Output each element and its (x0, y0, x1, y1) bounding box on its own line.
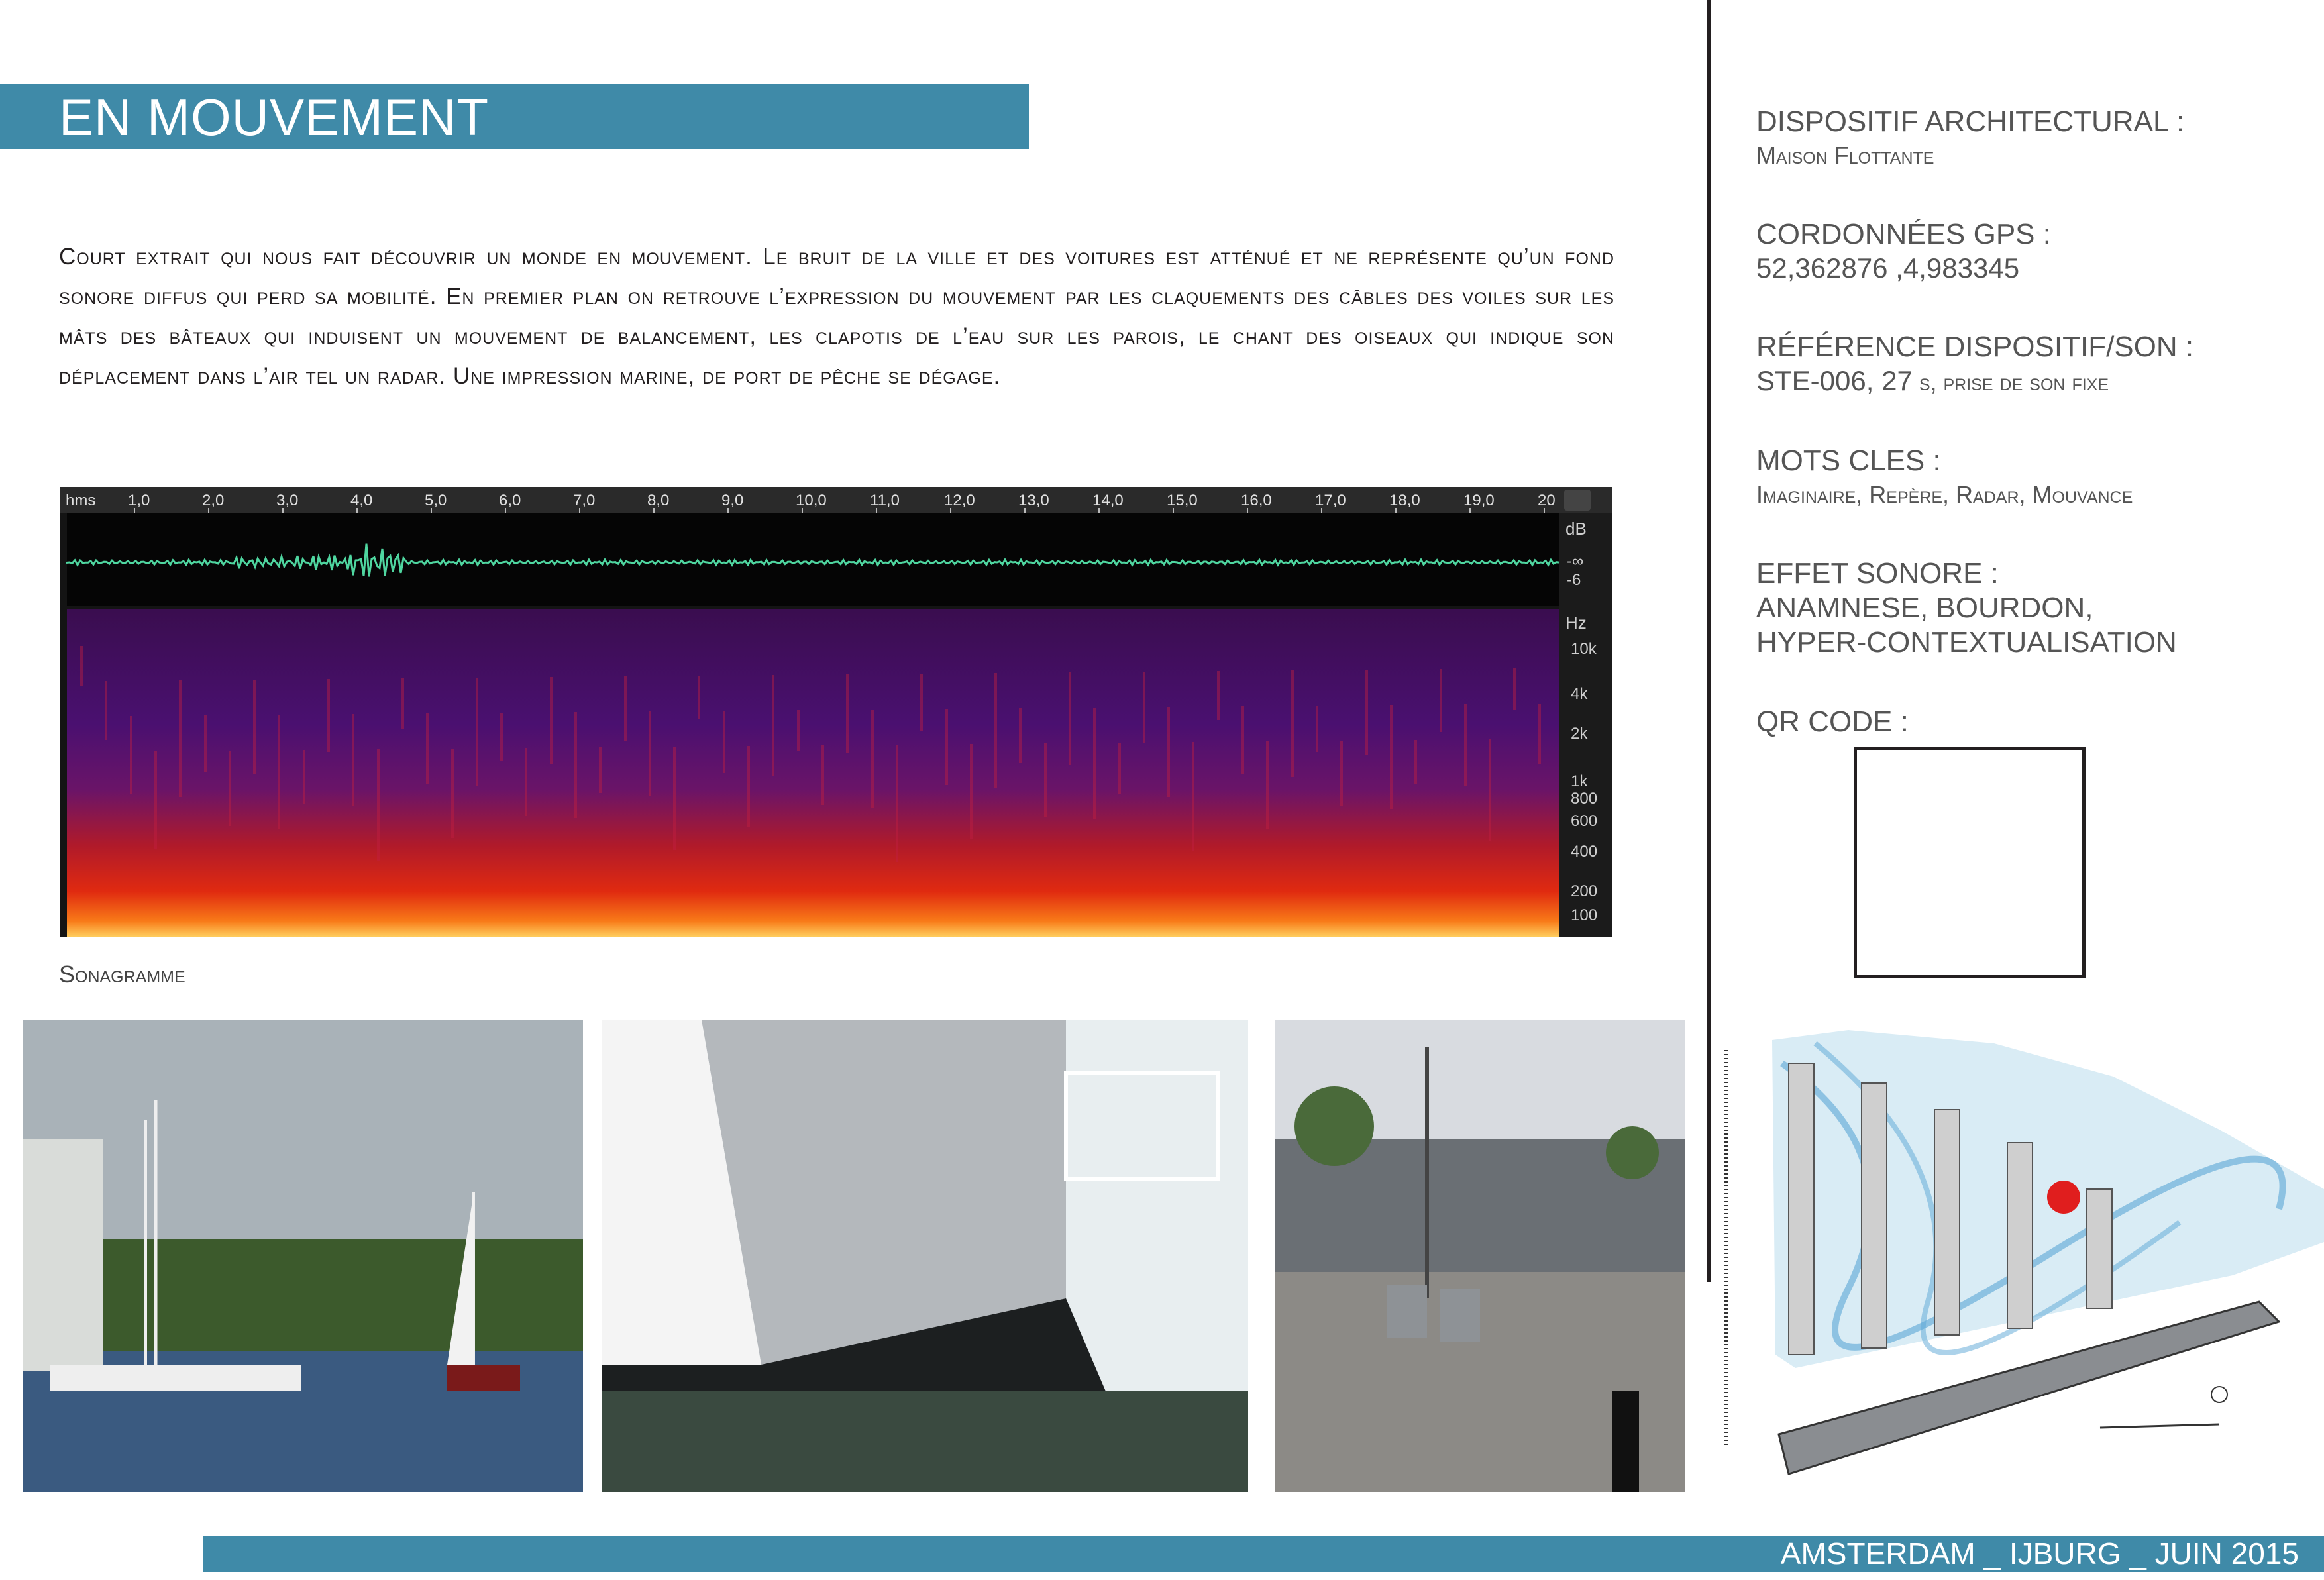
page-title: EN MOUVEMENT (59, 88, 490, 146)
sonagram-caption: Sonagramme (59, 961, 185, 988)
hz-tick: 400 (1571, 843, 1598, 861)
spectrogram-streak (1069, 672, 1071, 765)
mots-title: MOTS CLES : (1756, 445, 1941, 477)
spec-panel (1756, 105, 2299, 739)
spectrogram-streak (1464, 704, 1467, 786)
gps-value: 52,362876 ,4,983345 (1756, 252, 2020, 284)
spectrogram-streak (154, 751, 157, 849)
spectrogram-streak (426, 713, 429, 784)
column-divider (1707, 0, 1711, 1282)
spectrogram-streak (1143, 672, 1145, 743)
qr-title: QR CODE : (1756, 706, 1909, 738)
spectrogram-streak (476, 678, 478, 786)
spectrogram-streak (599, 747, 602, 793)
spectrogram-streak (1167, 707, 1170, 797)
photo-marina (23, 1020, 583, 1492)
time-tick: 18,0 (1389, 492, 1420, 509)
spectrogram-streak (574, 712, 577, 818)
hz-tick: 800 (1571, 790, 1598, 808)
effet-title: EFFET SONORE : (1756, 557, 1999, 590)
spectrogram-streak (1414, 740, 1417, 784)
spectrogram-streak (451, 749, 454, 838)
hz-tick: 2k (1571, 725, 1588, 743)
time-tick: 11,0 (870, 492, 900, 509)
spectrogram-streak (1192, 742, 1194, 851)
photo-floating-house (602, 1020, 1248, 1492)
sonagram-graphic (60, 487, 1612, 937)
site-map (1716, 1024, 2324, 1487)
hz-label: Hz (1565, 613, 1587, 633)
photo-street (1275, 1020, 1685, 1492)
time-tick: 19,0 (1463, 492, 1495, 509)
hz-tick: 4k (1571, 685, 1588, 703)
spectrogram-streak (945, 709, 948, 785)
spectrogram-streak (229, 751, 231, 826)
spectrogram-streak (673, 747, 676, 850)
spectrogram-streak (525, 748, 527, 816)
spectrogram-streak (550, 677, 553, 764)
time-tick: 17,0 (1315, 492, 1346, 509)
time-tick: 2,0 (202, 492, 225, 509)
spectrogram (67, 609, 1559, 937)
spectrogram-streak (500, 713, 503, 761)
time-tick: 4,0 (350, 492, 373, 509)
spectrogram-streak (970, 744, 973, 839)
footer-text: AMSTERDAM _ IJBURG _ JUIN 2015 (1780, 1536, 2299, 1571)
spectrogram-streak (1266, 741, 1269, 829)
spectrogram-streak (377, 749, 380, 861)
time-tick: 1,0 (128, 492, 150, 509)
spectrogram-streak (1019, 708, 1022, 763)
spectrogram-streak (723, 711, 725, 773)
time-tick: 7,0 (573, 492, 596, 509)
spectrogram-streak (1291, 670, 1294, 777)
spectrogram-streak (747, 746, 750, 827)
time-tick: 12,0 (944, 492, 975, 509)
intro-paragraph: Court extrait qui nous fait découvrir un monde en mouvement. Le bruit de la ville et des voitures est atténué et ne représente qu’un fond sonore diffus qui perd sa mobilité. En premier plan on retrouve l’expression du mouvement par les claquements des câbles des voiles sur les mâts des bâteaux qui induisent un mouvement de balancement, les clapotis de l’eau sur les parois, le chant des oiseaux qui indique son déplacement dans l’air tel un radar. Une impression marine, de port de pêche se dégage. (59, 244, 1614, 389)
spectrogram-streak (327, 679, 330, 752)
spectrogram-streak (920, 674, 923, 731)
spectrogram-streak (1093, 708, 1096, 819)
spectrogram-streak (797, 710, 800, 751)
spectrogram-streak (846, 674, 849, 753)
hz-tick: 200 (1571, 882, 1598, 900)
reference-value (1756, 364, 2299, 399)
time-tick: 5,0 (425, 492, 447, 509)
spectrogram-streak (1365, 670, 1368, 755)
hz-tick: 100 (1571, 906, 1598, 924)
spectrogram-streak (772, 675, 774, 776)
db-tick: -6 (1567, 571, 1581, 589)
time-tick: 3,0 (276, 492, 299, 509)
spectrogram-streak (204, 715, 207, 772)
spectrogram-streak (649, 711, 651, 796)
db-ticks (1567, 553, 1583, 589)
time-tick: 13,0 (1018, 492, 1049, 509)
time-tick: 15,0 (1167, 492, 1198, 509)
spectrogram-streak (1440, 669, 1442, 732)
time-tick: 10,0 (796, 492, 827, 509)
spectrogram-streak (130, 716, 132, 794)
spectrogram-streak (1489, 739, 1491, 841)
spectrogram-streak (1513, 668, 1516, 710)
spectrogram-streak (401, 678, 404, 729)
spectrogram-streak (1044, 743, 1047, 817)
hz-tick: 1k (1571, 772, 1588, 790)
spectrogram-streak (303, 750, 305, 804)
spectrogram-streak (278, 715, 280, 829)
time-tick: 16,0 (1241, 492, 1272, 509)
spectrogram-streak (1316, 706, 1318, 752)
db-label: dB (1565, 519, 1587, 539)
spectrogram-streak (80, 646, 83, 686)
reference-detail: s, prise de son fixe (1919, 368, 2109, 395)
spectrogram-streak (821, 745, 824, 805)
spectrogram-streak (1217, 671, 1220, 720)
sonagram (60, 487, 1612, 937)
db-tick: -∞ (1567, 553, 1584, 570)
reference-title: RÉFÉRENCE DISPOSITIF/SON : (1756, 331, 2194, 363)
spectrogram-streak (1390, 705, 1393, 809)
effet-value: ANAMNESE, BOURDON, HYPER-CONTEXTUALISATION (1756, 592, 2177, 658)
time-tick: 6,0 (499, 492, 521, 509)
spectrogram-streak (179, 680, 182, 797)
magnet-icon[interactable] (1564, 490, 1591, 511)
hz-tick: 10k (1571, 640, 1597, 658)
spectrogram-streak (1241, 706, 1244, 774)
spectrogram-streak (698, 676, 700, 719)
spectrogram-streak (105, 681, 107, 740)
spectrogram-streak (994, 673, 997, 788)
time-tick: 9,0 (721, 492, 744, 509)
spectrogram-streak (1538, 704, 1541, 764)
dispositif-title: DISPOSITIF ARCHITECTURAL : (1756, 105, 2185, 138)
spectrogram-streak (352, 714, 354, 806)
spectrogram-streak (1118, 743, 1121, 794)
gps-title: CORDONNÉES GPS : (1756, 218, 2051, 250)
spectrogram-streak (1340, 741, 1343, 806)
spectrogram-streak (624, 676, 627, 741)
mots-value: Imaginaire, Repère, Radar, Mouvance (1756, 481, 2133, 508)
spectrogram-streak (871, 710, 874, 808)
time-tick: 20 (1538, 492, 1556, 509)
time-tick: 8,0 (647, 492, 670, 509)
time-unit-label: hms (66, 492, 96, 509)
hz-tick: 600 (1571, 812, 1598, 830)
time-tick: 14,0 (1092, 492, 1124, 509)
spectrogram-streak (896, 745, 898, 862)
spectrogram-streak (253, 680, 256, 774)
qr-code-placeholder (1854, 747, 2086, 978)
dispositif-value: Maison Flottante (1756, 142, 1934, 169)
reference-code: STE-006, 27 (1756, 365, 1913, 396)
